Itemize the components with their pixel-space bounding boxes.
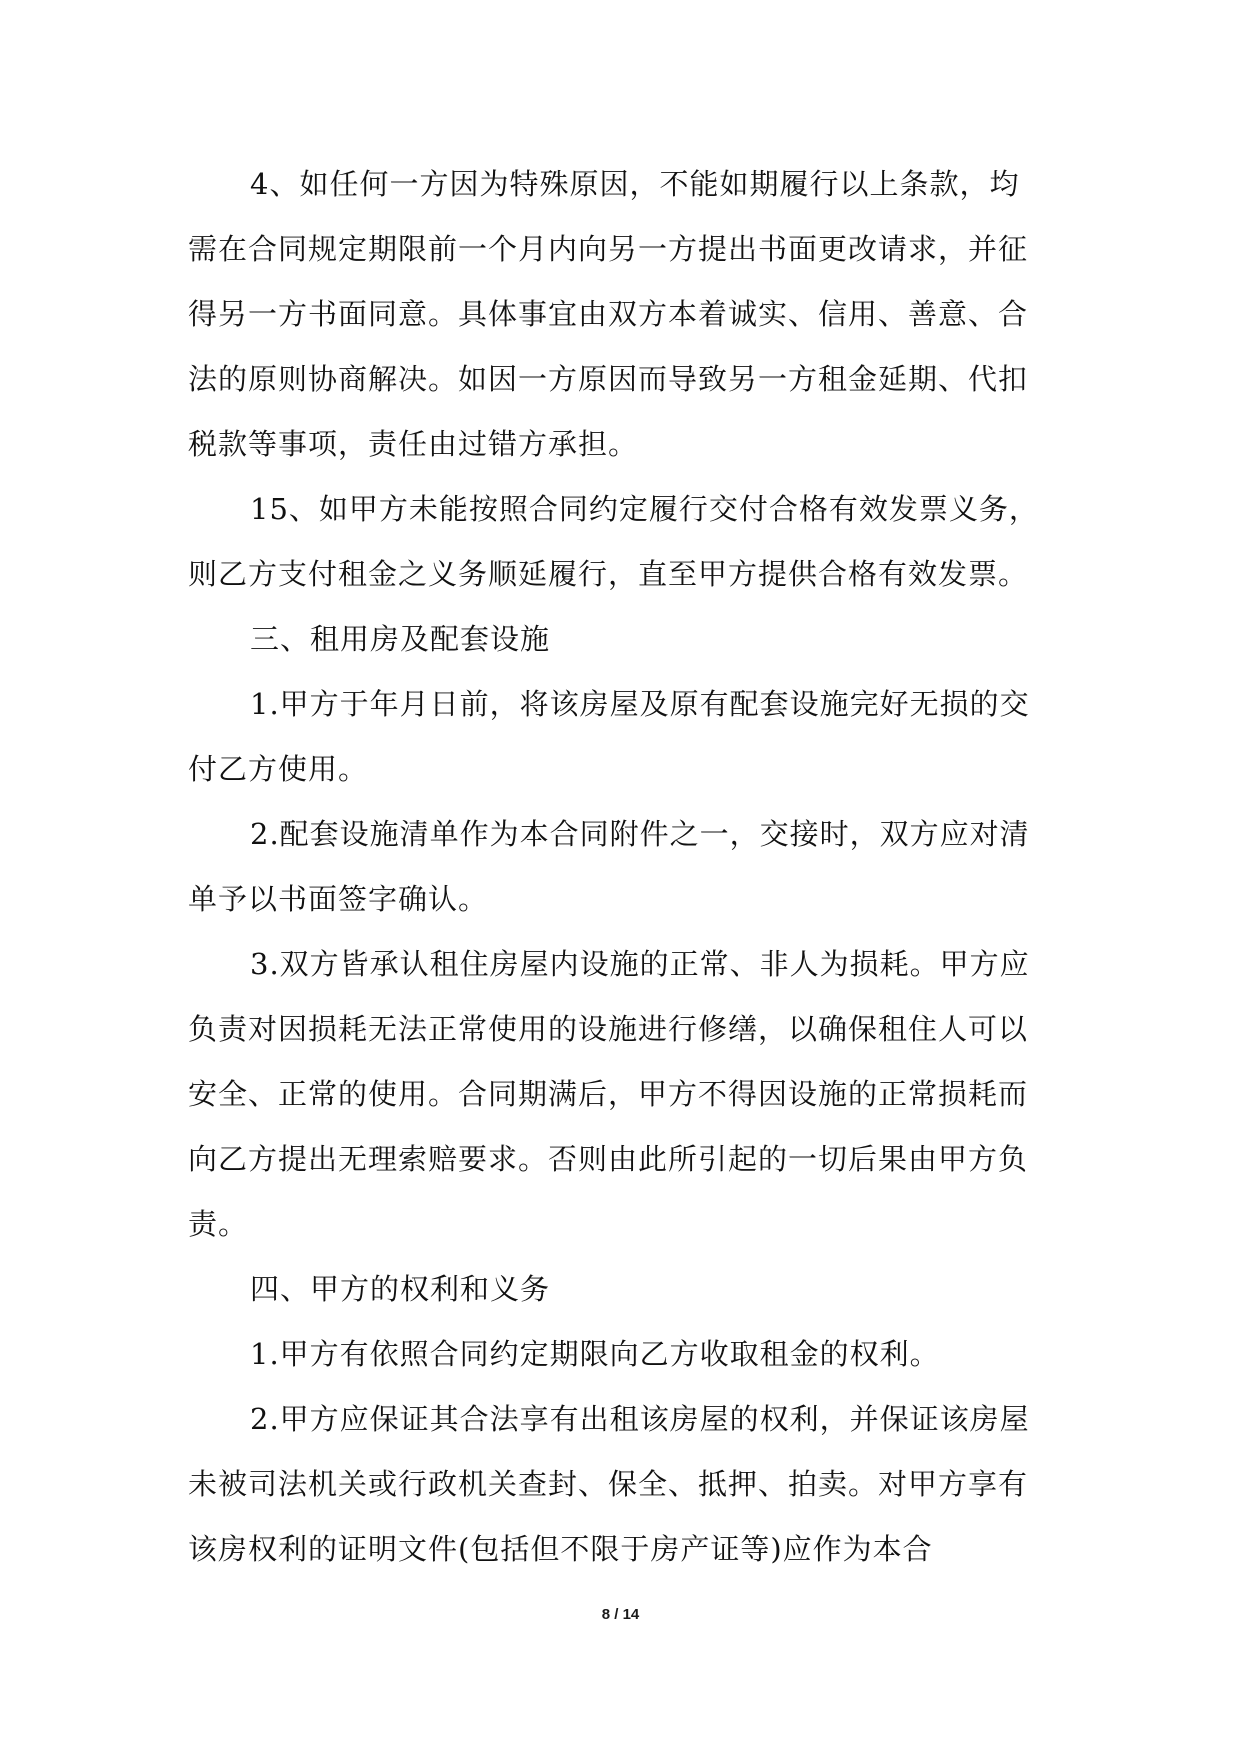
body-line: 责。 bbox=[188, 1207, 249, 1241]
body-line: 3.双方皆承认租住房屋内设施的正常、非人为损耗。甲方应 bbox=[250, 947, 1030, 981]
body-line: 税款等事项，责任由过错方承担。 bbox=[188, 427, 639, 461]
body-line: 负责对因损耗无法正常使用的设施进行修缮，以确保租住人可以 bbox=[188, 1012, 1029, 1046]
page-number: 8 / 14 bbox=[601, 1606, 640, 1623]
body-line: 1.甲方有依照合同约定期限向乙方收取租金的权利。 bbox=[250, 1337, 940, 1371]
body-line: 法的原则协商解决。如因一方原因而导致另一方租金延期、代扣 bbox=[188, 362, 1029, 396]
section-heading: 三、租用房及配套设施 bbox=[250, 622, 551, 656]
body-line: 1.甲方于年月日前，将该房屋及原有配套设施完好无损的交 bbox=[250, 687, 1030, 721]
section-heading: 四、甲方的权利和义务 bbox=[250, 1272, 551, 1306]
body-line: 付乙方使用。 bbox=[188, 752, 369, 786]
body-line: 15、如甲方未能按照合同约定履行交付合格有效发票义务， bbox=[250, 492, 1039, 526]
body-line: 向乙方提出无理索赔要求。否则由此所引起的一切后果由甲方负 bbox=[188, 1142, 1029, 1176]
body-line: 得另一方书面同意。具体事宜由双方本着诚实、信用、善意、合 bbox=[188, 297, 1029, 331]
body-line: 单予以书面签字确认。 bbox=[188, 882, 489, 916]
body-line: 需在合同规定期限前一个月内向另一方提出书面更改请求，并征 bbox=[188, 232, 1029, 266]
document-body bbox=[188, 152, 1058, 1582]
body-line: 2.甲方应保证其合法享有出租该房屋的权利，并保证该房屋 bbox=[250, 1402, 1030, 1436]
body-line: 则乙方支付租金之义务顺延履行，直至甲方提供合格有效发票。 bbox=[188, 557, 1029, 591]
body-line: 2.配套设施清单作为本合同附件之一，交接时，双方应对清 bbox=[250, 817, 1030, 851]
body-line: 安全、正常的使用。合同期满后，甲方不得因设施的正常损耗而 bbox=[188, 1077, 1029, 1111]
body-line: 4、如任何一方因为特殊原因，不能如期履行以上条款，均 bbox=[250, 167, 1020, 201]
body-line: 该房权利的证明文件(包括但不限于房产证等)应作为本合 bbox=[188, 1532, 933, 1566]
body-line: 未被司法机关或行政机关查封、保全、抵押、拍卖。对甲方享有 bbox=[188, 1467, 1029, 1501]
